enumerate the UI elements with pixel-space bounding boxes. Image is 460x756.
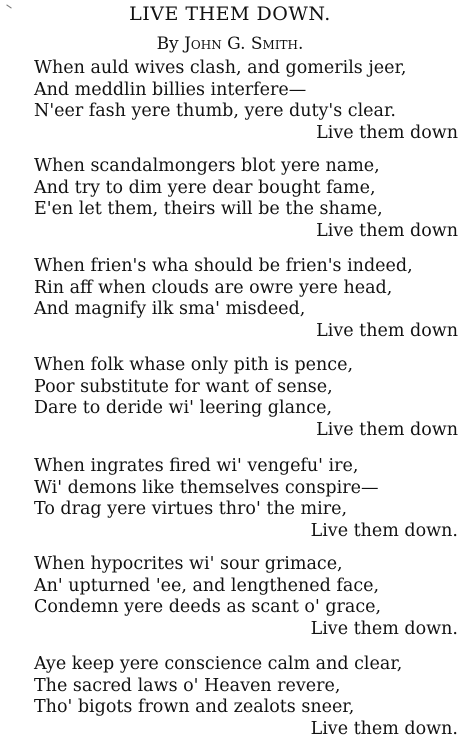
stanza-line: And try to dim yere dear bought fame, <box>34 177 376 198</box>
byline-author: John G. Smith. <box>184 34 304 54</box>
stanza-line: Condemn yere deeds as scant o' grace, <box>34 597 382 617</box>
poem-title: LIVE THEM DOWN. <box>129 3 331 25</box>
stanza-refrain: Live them down. <box>310 618 458 639</box>
stanza-line: When hypocrites wi' sour grimace, <box>34 554 343 574</box>
stanza-refrain: Live them down <box>316 220 458 241</box>
stanza-2 <box>34 156 460 242</box>
stanza-line: When ingrates fired wi' vengefu' ire, <box>34 456 359 476</box>
stanza-3 <box>34 256 460 342</box>
stanza-6 <box>34 554 460 640</box>
byline-prefix: By <box>156 34 179 54</box>
stanza-line: Aye keep yere conscience calm and clear, <box>34 654 403 674</box>
stanza-refrain: Live them down <box>316 122 458 143</box>
stanza-line: Dare to deride wi' leering glance, <box>34 398 333 418</box>
stanza-line: When auld wives clash, and gomerils jeer, <box>34 58 407 78</box>
stanza-line: And meddlin billies interfere— <box>34 79 307 100</box>
poem-byline <box>0 33 460 55</box>
stanza-line: When folk whase only pith is pence, <box>34 355 354 375</box>
stanza-4 <box>34 355 460 441</box>
stanza-line: And magnify ilk sma' misdeed, <box>34 299 306 319</box>
stanza-5 <box>34 456 460 542</box>
stanza-7 <box>34 654 460 740</box>
stanza-line: Poor substitute for want of sense, <box>34 376 333 397</box>
stanza-line: E'en let them, theirs will be the shame, <box>34 199 383 219</box>
stanza-line: Wi' demons like themselves conspire— <box>34 477 379 498</box>
stanza-refrain: Live them down. <box>310 718 458 739</box>
stanza-line: The sacred laws o' Heaven revere, <box>34 675 341 696</box>
stanza-refrain: Live them down <box>316 419 458 440</box>
stanza-line: An' upturned 'ee, and lengthened face, <box>34 575 380 596</box>
stanza-1 <box>34 58 460 144</box>
stanza-line: Tho' bigots frown and zealots sneer, <box>34 697 355 717</box>
stanza-line: When frien's wha should be frien's indeed, <box>34 256 413 276</box>
stanza-refrain: Live them down. <box>310 520 458 541</box>
stanza-line: N'eer fash yere thumb, yere duty's clear. <box>34 101 396 121</box>
stanza-line: To drag yere virtues thro' the mire, <box>34 499 348 519</box>
stanza-line: When scandalmongers blot yere name, <box>34 156 380 176</box>
stanza-line: Rin aff when clouds are owre yere head, <box>34 277 393 298</box>
stanza-refrain: Live them down <box>316 320 458 341</box>
